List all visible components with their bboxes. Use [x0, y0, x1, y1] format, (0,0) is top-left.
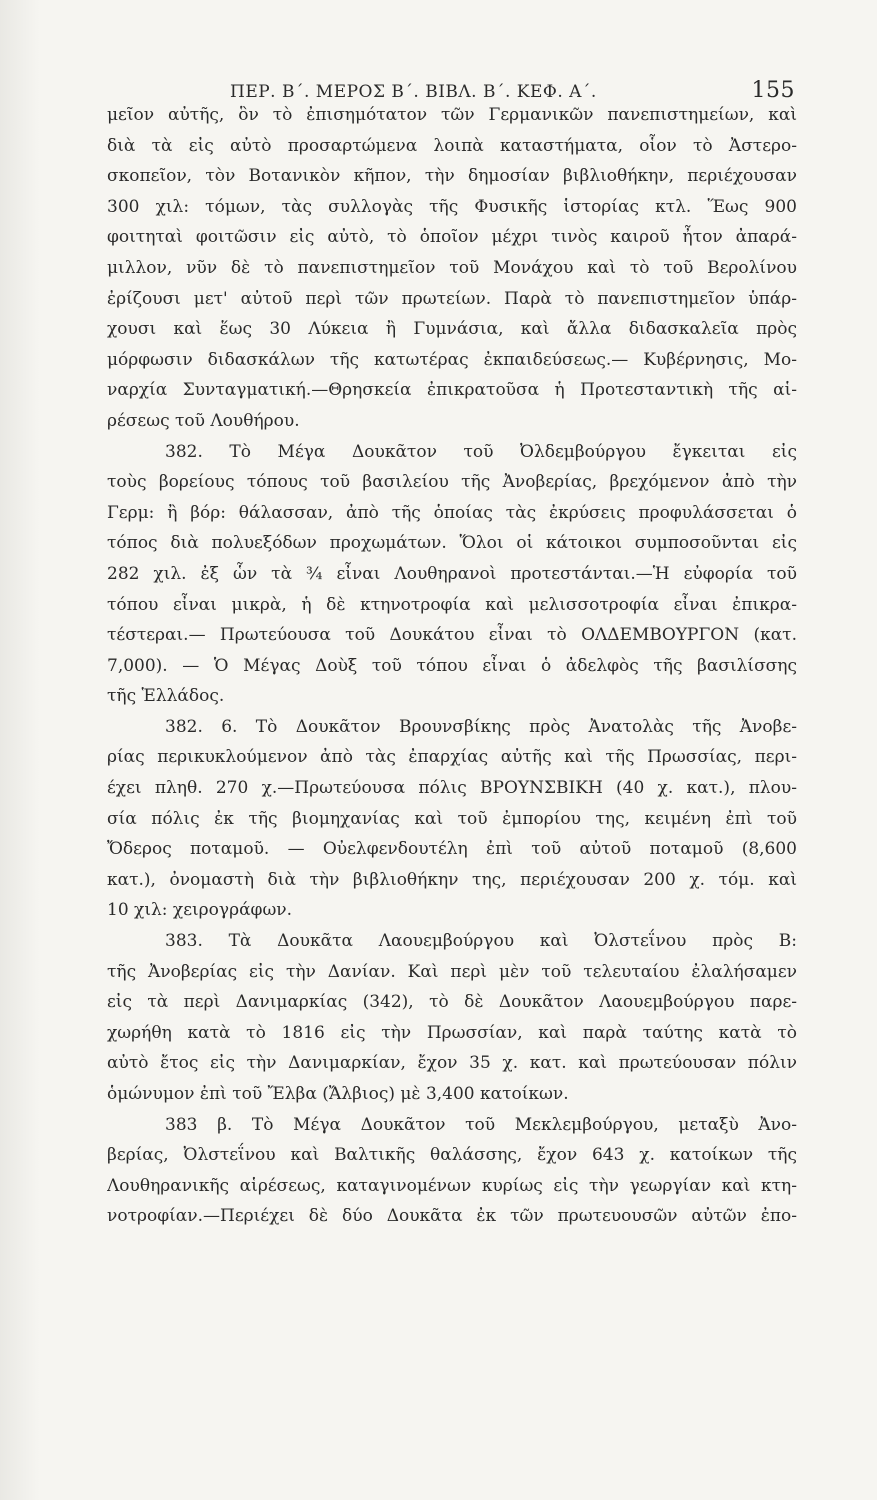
text-line: 7,000). — Ὁ Μέγας Δοὺξ τοῦ τόπου εἶναι ὁ ἀδελφὸς τῆς βασιλίσσης	[107, 655, 797, 676]
gutter-shadow	[0, 0, 40, 1500]
text-line: ὁμώνυμον ἐπὶ τοῦ Ἔλβα (Ἄλβιος) μὲ 3,400 κατοίκων.	[107, 1084, 569, 1104]
text-line: τῆς Ἑλλάδος.	[107, 686, 225, 707]
section-heading-line: 383 β. Τὸ Μέγα Δουκᾶτον τοῦ Μεκλεμβούργου, μεταξὺ Ἀνο-	[165, 1114, 797, 1135]
text-line: ρέσεως τοῦ Λουθήρου.	[107, 410, 300, 431]
section-heading-line: 383. Τὰ Δουκᾶτα Λαουεμβούργου καὶ Ὀλστεΐνου πρὸς Β:	[165, 931, 797, 952]
text-line: τοὺς βορείους τόπους τοῦ βασιλείου τῆς Ἀνοβερίας, βρεχόμενον ἀπὸ τὴν	[107, 472, 797, 493]
text-line: Ὄδερος ποταμοῦ. — Οὐελφενδουτέλη ἐπὶ τοῦ αὐτοῦ ποταμοῦ (8,600	[107, 839, 797, 860]
text-line: μιλλον, νῦν δὲ τὸ πανεπιστημεῖον τοῦ Μονάχου καὶ τὸ τοῦ Βερολίνου	[107, 257, 797, 278]
section-heading-line: 382. 6. Τὸ Δουκᾶτον Βρουνσβίκης πρὸς Ἀνατολὰς τῆς Ἀνοβε-	[165, 716, 797, 737]
text-line: φοιτηταὶ φοιτῶσιν εἰς αὐτὸ, τὸ ὁποῖον μέχρι τινὸς καιροῦ ἦτον ἀπαρά-	[107, 227, 797, 248]
text-line: διὰ τὰ εἰς αὐτὸ προσαρτώμενα λοιπὰ καταστήματα, οἷον τὸ Ἀστερο-	[107, 135, 797, 156]
text-line: σκοπεῖον, τὸν Βοτανικὸν κῆπον, τὴν δημοσίαν βιβλιοθήκην, περιέχουσαν	[107, 166, 797, 187]
text-line: ἐρίζουσι μετ' αὐτοῦ περὶ τῶν πρωτείων. Παρὰ τὸ πανεπιστημεῖον ὑπάρ-	[107, 288, 797, 309]
text-line: χωρήθη κατὰ τὸ 1816 εἰς τὴν Πρωσσίαν, καὶ παρὰ ταύτης κατὰ τὸ	[107, 1022, 797, 1043]
text-line: κατ.), ὀνομαστὴ διὰ τὴν βιβλιοθήκην της, περιέχουσαν 200 χ. τόμ. καὶ	[107, 869, 797, 890]
text-line: τόπος διὰ πολυεξόδων προχωμάτων. Ὅλοι οἱ κάτοικοι συμποσοῦνται εἰς	[107, 533, 797, 554]
text-line: χουσι καὶ ἕως 30 Λύκεια ἢ Γυμνάσια, καὶ ἄλλα διδασκαλεῖα πρὸς	[107, 319, 797, 340]
text-line: έχει πληθ. 270 χ.—Πρωτεύουσα πόλις ΒΡΟΥΝΣΒΙΚΗ (40 χ. κατ.), πλου-	[107, 778, 797, 799]
text-line: νοτροφίαν.—Περιέχει δὲ δύο Δουκᾶτα ἐκ τῶν πρωτευουσῶν αὐτῶν ἐπο-	[107, 1206, 797, 1227]
running-title: ΠΕΡ. Β΄. ΜΕΡΟΣ Β΄. ΒΙΒΛ. Β΄. ΚΕΦ. Α΄.	[230, 82, 597, 102]
section-heading-line: 382. Τὸ Μέγα Δουκᾶτον τοῦ Ὀλδεμβούργου ἔγκειται εἰς	[165, 441, 797, 462]
text-line: 300 χιλ: τόμων, τὰς συλλογὰς τῆς Φυσικῆς ἱστορίας κτλ. Ἕως 900	[107, 196, 797, 217]
text-line: εἰς τὰ περὶ Δανιμαρκίας (342), τὸ δὲ Δουκᾶτον Λαουεμβούργου παρε-	[107, 992, 797, 1013]
text-line: βερίας, Ὀλστεΐνου καὶ Βαλτικῆς θαλάσσης, ἔχον 643 χ. κατοίκων τῆς	[107, 1145, 797, 1166]
text-line: σία πόλις ἐκ τῆς βιομηχανίας καὶ τοῦ ἐμπορίου της, κειμένη ἐπὶ τοῦ	[107, 808, 797, 829]
text-line: ρίας περικυκλούμενον ἀπὸ τὰς ἐπαρχίας αὐτῆς καὶ τῆς Πρωσσίας, περι-	[107, 747, 797, 768]
text-line: μεῖον αὐτῆς, ὃν τὸ ἐπισημότατον τῶν Γερμανικῶν πανεπιστημείων, καὶ	[107, 105, 797, 125]
text-line: τέστεραι.— Πρωτεύουσα τοῦ Δουκάτου εἶναι τὸ ΟΛΔΕΜΒΟΥΡΓΟΝ (κατ.	[107, 625, 797, 646]
text-line: αὐτὸ ἔτος εἰς τὴν Δανιμαρκίαν, ἔχον 35 χ. κατ. καὶ πρωτεύουσαν πόλιν	[107, 1053, 797, 1074]
page-number: 155	[751, 78, 795, 103]
text-line: 282 χιλ. ἐξ ὧν τὰ ¾ εἶναι Λουθηρανοὶ προτεστάνται.—Ἡ εὐφορία τοῦ	[107, 563, 797, 584]
text-line: ναρχία Συνταγματική.—Θρησκεία ἐπικρατοῦσα ἡ Προτεσταντικὴ τῆς αἱ-	[107, 380, 797, 401]
body-text	[107, 100, 797, 1232]
text-line: 10 χιλ: χειρογράφων.	[107, 900, 293, 921]
text-line: Λουθηρανικῆς αἱρέσεως, καταγινομένων κυρίως εἰς τὴν γεωργίαν καὶ κτη-	[107, 1175, 797, 1196]
text-line: Γερμ: ἢ βόρ: θάλασσαν, ἀπὸ τῆς ὁποίας τὰς ἐκρύσεις προφυλάσσεται ὁ	[107, 502, 797, 523]
text-line: τῆς Ἀνοβερίας εἰς τὴν Δανίαν. Καὶ περὶ μὲν τοῦ τελευταίου ἐλαλήσαμεν	[107, 961, 797, 982]
text-line: τόπου εἶναι μικρὰ, ἡ δὲ κτηνοτροφία καὶ μελισσοτροφία εἶναι ἐπικρα-	[107, 594, 797, 615]
text-line: μόρφωσιν διδασκάλων τῆς κατωτέρας ἐκπαιδεύσεως.— Κυβέρνησις, Μο-	[107, 349, 797, 370]
